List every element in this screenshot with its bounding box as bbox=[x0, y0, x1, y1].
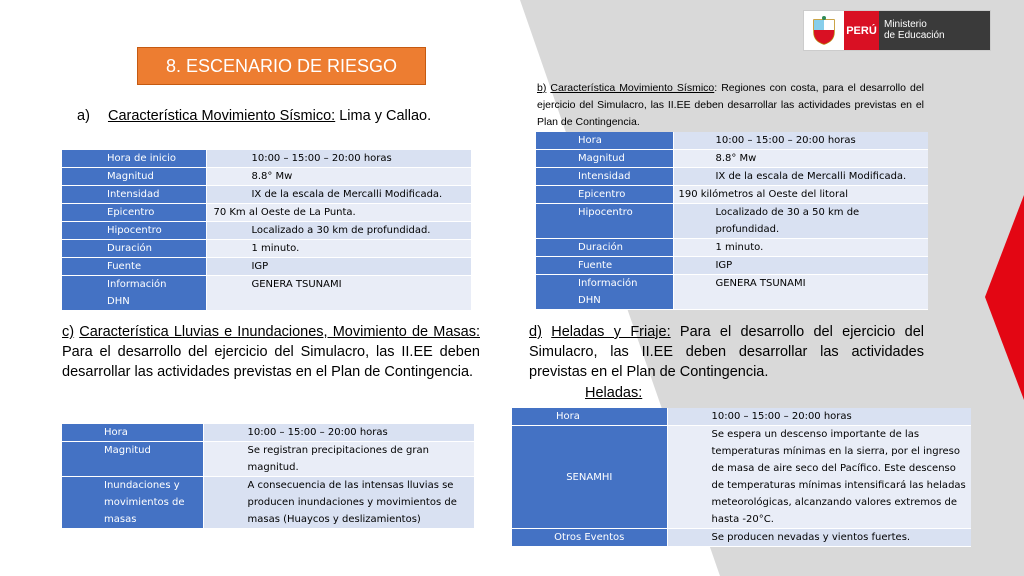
table-row: Hipocentro Localizado de 30 a 50 km de profundidad. bbox=[536, 204, 928, 239]
coat-of-arms-icon bbox=[804, 11, 844, 50]
table-row: SENAMHI Se espera un descenso importante de las temperaturas mínimas en la sierra, por el ingreso de masa de aire seco del Pacífico. Este descenso de temperaturas mínimas intensificará las heladas meteorológicas, alcanzando valores extremos de hasta -20°C. bbox=[512, 426, 971, 529]
table-row: Epicentro 190 kilómetros al Oeste del litoral bbox=[536, 186, 928, 204]
table-row: Inundaciones y movimientos de masas A consecuencia de las intensas lluvias se producen inundaciones y movimientos de masas (Huaycos y deslizamientos) bbox=[62, 477, 474, 529]
table-row: Fuente IGP bbox=[536, 257, 928, 275]
table-row: Magnitud Se registran precipitaciones de gran magnitud. bbox=[62, 442, 474, 477]
section-a-heading: a) Característica Movimiento Sísmico: Lima y Callao. bbox=[77, 108, 432, 124]
table-section-c bbox=[62, 424, 474, 529]
ministry-logo bbox=[803, 10, 991, 51]
table-row: Duración 1 minuto. bbox=[536, 239, 928, 257]
table-section-d bbox=[512, 408, 971, 547]
section-d-paragraph: d) Heladas y Friaje: Para el desarrollo del ejercicio del Simulacro, las II.EE deben desarrollar las actividades previstas en el Plan de Contingencia. bbox=[529, 324, 924, 380]
table-row: Magnitud 8.8° Mw bbox=[62, 168, 471, 186]
table-row: Intensidad IX de la escala de Mercalli Modificada. bbox=[62, 186, 471, 204]
table-row: Magnitud 8.8° Mw bbox=[536, 150, 928, 168]
section-c-paragraph: c) Característica Lluvias e Inundaciones, Movimiento de Masas: Para el desarrollo del ejercicio del Simulacro, las II.EE deben desarrollar las actividades previstas en el Plan de Contingencia. bbox=[62, 324, 480, 380]
logo-ministry: Ministerio de Educación bbox=[879, 11, 990, 50]
table-row: Hora 10:00 – 15:00 – 20:00 horas bbox=[536, 132, 928, 150]
section-b-paragraph: b) Característica Movimiento Sísmico: Regiones con costa, para el desarrollo del ejercicio del Simulacro, las II.EE deben desarrollar las actividades previstas en el Plan de Contingencia. bbox=[537, 82, 924, 128]
table-row: Fuente IGP bbox=[62, 258, 471, 276]
table-row: Información DHN GENERA TSUNAMI bbox=[62, 276, 471, 311]
table-row: Hora 10:00 – 15:00 – 20:00 horas bbox=[512, 408, 971, 426]
page-title: 8. ESCENARIO DE RIESGO bbox=[137, 47, 426, 85]
table-row: Epicentro 70 Km al Oeste de La Punta. bbox=[62, 204, 471, 222]
table-section-a bbox=[62, 150, 471, 311]
table-row: Información DHN GENERA TSUNAMI bbox=[536, 275, 928, 310]
logo-country: PERÚ bbox=[844, 11, 879, 50]
section-d-subheading: Heladas: bbox=[585, 385, 643, 401]
table-row: Duración 1 minuto. bbox=[62, 240, 471, 258]
table-row: Hipocentro Localizado a 30 km de profundidad. bbox=[62, 222, 471, 240]
table-row: Hora 10:00 – 15:00 – 20:00 horas bbox=[62, 424, 474, 442]
table-section-b bbox=[536, 132, 928, 310]
table-row: Intensidad IX de la escala de Mercalli Modificada. bbox=[536, 168, 928, 186]
table-row: Otros Eventos Se producen nevadas y vientos fuertes. bbox=[512, 529, 971, 547]
table-row: Hora de inicio 10:00 – 15:00 – 20:00 horas bbox=[62, 150, 471, 168]
